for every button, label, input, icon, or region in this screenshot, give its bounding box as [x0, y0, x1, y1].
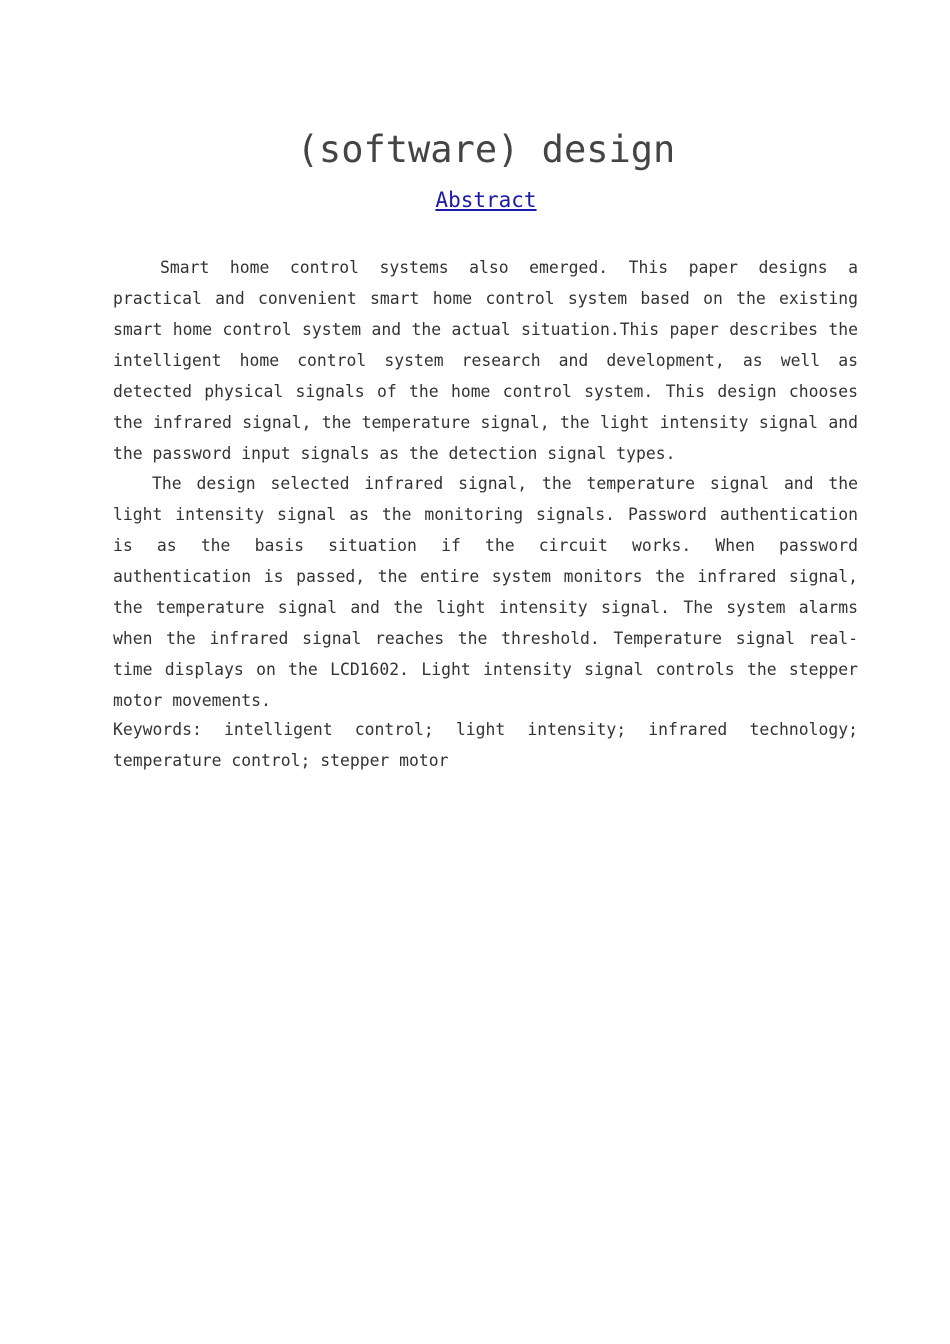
keywords-line: Keywords: intelligent control; light intensity; infrared technology; temperature control; stepper motor: [113, 720, 858, 770]
abstract-heading-link[interactable]: Abstract: [435, 188, 537, 212]
abstract-paragraph-2: The design selected infrared signal, the temperature signal and the light intensity signal as the monitoring signals. Password authentication is as the basis situation if the circuit works. When password authentication is passed, the entire system monitors the infrared signal, the temperature signal and the light intensity signal. The system alarms when the infrared signal reaches the threshold. Temperature signal real-time displays on the LCD1602. Light intensity signal controls the stepper motor movements.: [113, 474, 858, 710]
document-title: (software) design: [296, 128, 676, 171]
abstract-paragraph-1: Smart home control systems also emerged. This paper designs a practical and convenient smart home control system based on the existing smart home control system and the actual situation.This paper describes the intelligent home control system research and development, as well as detected physical signals of the home control system. This design chooses the infrared signal, the temperature signal, the light intensity signal and the password input signals as the detection signal types.: [113, 258, 858, 463]
